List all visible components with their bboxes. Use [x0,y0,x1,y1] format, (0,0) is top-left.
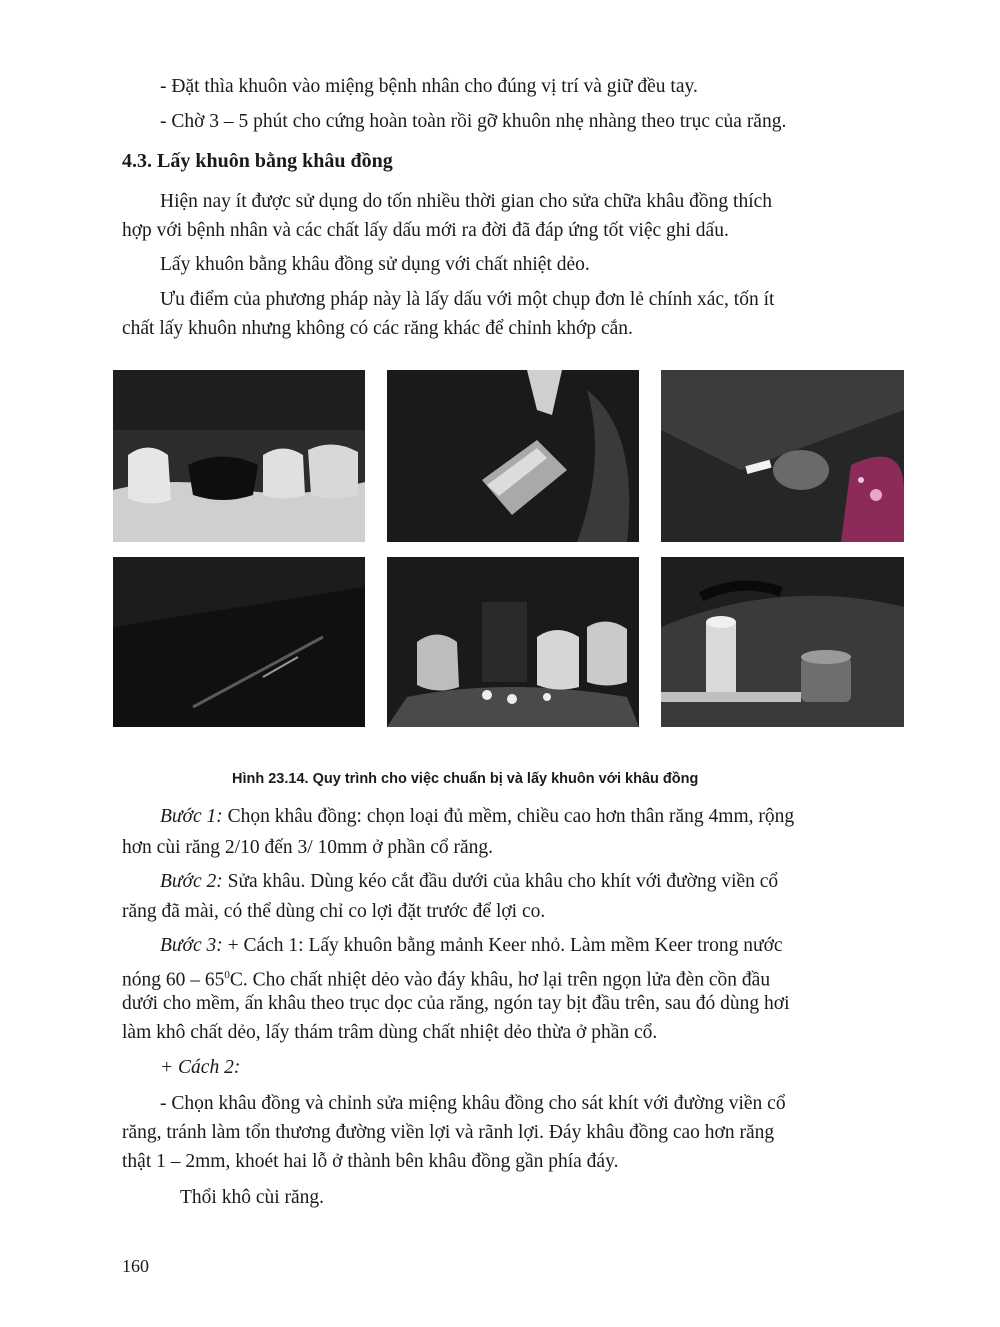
photo-band-on-tooth [387,557,639,727]
photo-prepared-tooth [113,370,365,542]
para1-line1: Hiện nay ít được sử dụng do tốn nhiều thời gian cho sửa chữa khâu đồng thích [160,191,773,212]
figure-caption: Hình 23.14. Quy trình cho việc chuẩn bị và lấy khuôn với khâu đồng [232,771,699,787]
para1-line2: hợp với bệnh nhân và các chất lấy dấu mới ra đời đã đáp ứng tốt việc ghi dấu. [122,220,729,241]
step3-line3: dưới cho mềm, ấn khâu theo trục dọc của răng, ngón tay bịt đầu trên, sau đó dùng hơi [122,993,790,1014]
step1-line1 [160,805,794,829]
step2-text: Sửa khâu. Dùng kéo cắt đầu dưới của khâu cho khít với đường viền cổ [222,871,779,892]
photo-instrument [113,557,365,727]
method2-label: + Cách 2: [160,1057,241,1078]
method2-line3: thật 1 – 2mm, khoét hai lỗ ở thành bên khâu đồng gần phía đáy. [122,1151,619,1172]
step3-temp-a: nóng 60 – 65 [122,969,225,991]
method2-line2: răng, tránh làm tổn thương đường viền lợi và rãnh lợi. Đáy khâu đồng cao hơn răng [122,1122,775,1143]
photo-copper-band-trimming [387,370,639,542]
section-heading: 4.3. Lấy khuôn bằng khâu đồng [122,150,393,172]
para2: Lấy khuôn bằng khâu đồng sử dụng với chất nhiệt dẻo. [160,254,590,275]
step2-label: Bước 2: [160,871,223,892]
step3-line1 [160,934,783,958]
step3-text: + Cách 1: Lấy khuôn bằng mảnh Keer nhỏ. Làm mềm Keer trong nước [222,935,783,956]
page-number: 160 [122,1256,149,1276]
step1-text: Chọn khâu đồng: chọn loại đủ mềm, chiều cao hơn thân răng 4mm, rộng [222,806,795,827]
para3-line1: Ưu điểm của phương pháp này là lấy dấu với một chụp đơn lẻ chính xác, tốn ít [160,289,775,310]
para3-line2: chất lấy khuôn nhưng không có các răng khác để chỉnh khớp cắn. [122,318,633,339]
step2-line1 [160,870,778,894]
step3-temp-b: C. Cho chất nhiệt dẻo vào đáy khâu, hơ lại trên ngọn lửa đèn cồn đầu [229,969,771,991]
method2-line1: - Chọn khâu đồng và chỉnh sửa miệng khâu đồng cho sát khít với đường viền cổ [160,1093,786,1114]
step1-line2: hơn cùi răng 2/10 đến 3/ 10mm ở phần cổ răng. [122,837,494,858]
step3-line2 [122,963,770,993]
step3-degree: 0 [224,969,230,981]
step2-line2: răng đã mài, có thể dùng chỉ co lợi đặt trước để lợi co. [122,901,546,922]
step1-label: Bước 1: [160,806,223,827]
step3-label: Bước 3: [160,935,223,956]
photo-band-heating [661,370,904,542]
bullet-place-tray: - Đặt thìa khuôn vào miệng bệnh nhân cho đúng vị trí và giữ đều tay. [160,76,698,97]
final-line: Thổi khô cùi răng. [180,1187,325,1208]
step3-line4: làm khô chất dẻo, lấy thám trâm dùng chất nhiệt dẻo thừa ở phần cổ. [122,1022,658,1043]
photo-finished-impression [661,557,904,727]
bullet-wait-remove: - Chờ 3 – 5 phút cho cứng hoàn toàn rồi gỡ khuôn nhẹ nhàng theo trục của răng. [160,111,787,132]
